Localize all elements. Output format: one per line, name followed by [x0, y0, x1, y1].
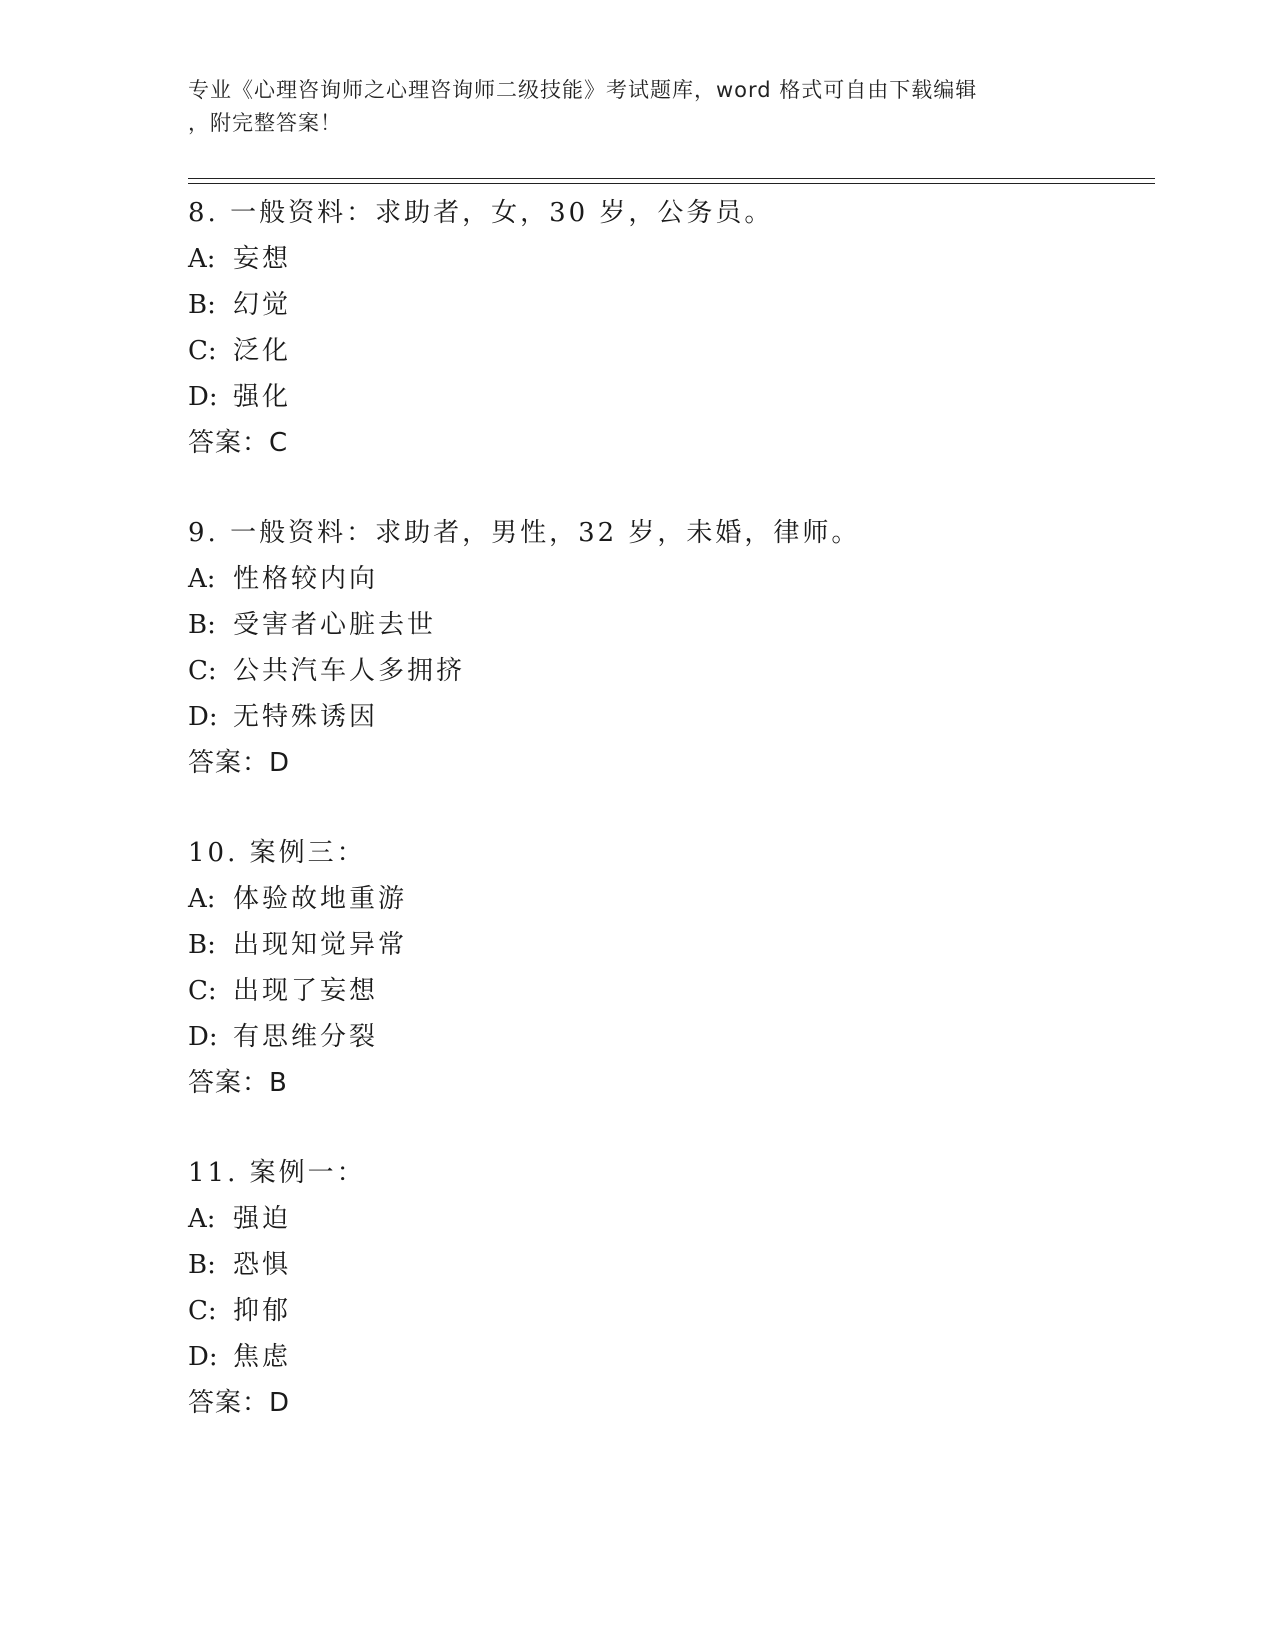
option-a [188, 1196, 1138, 1242]
option-text: 有思维分裂 [233, 1022, 379, 1052]
option-c [188, 968, 1138, 1014]
header-divider-top [188, 178, 1155, 179]
option-text: 焦虑 [233, 1342, 292, 1372]
option-d [188, 374, 1138, 420]
option-a [188, 556, 1138, 602]
option-label: A: [188, 564, 216, 594]
answer-line: 答案：D [188, 748, 291, 778]
option-label: D: [188, 1342, 218, 1372]
option-text: 泛化 [233, 336, 292, 366]
option-label: D: [188, 1022, 218, 1052]
option-b [188, 922, 1138, 968]
header-line-2: ，附完整答案！ [188, 111, 342, 135]
option-c [188, 648, 1138, 694]
option-a [188, 876, 1138, 922]
option-text: 受害者心脏去世 [233, 610, 437, 640]
question-stem: 9. 一般资料：求助者，男性，32 岁，未婚，律师。 [188, 518, 861, 548]
option-label: A: [188, 244, 216, 274]
option-label: A: [188, 1204, 216, 1234]
answer-line: 答案：B [188, 1068, 288, 1098]
option-text: 出现知觉异常 [233, 930, 408, 960]
option-d [188, 694, 1138, 740]
option-label: C: [188, 336, 217, 366]
option-text: 强迫 [233, 1204, 292, 1234]
option-d [188, 1014, 1138, 1060]
option-a [188, 236, 1138, 282]
option-label: B: [188, 290, 216, 320]
header-divider-bottom [188, 183, 1155, 184]
option-text: 体验故地重游 [233, 884, 408, 914]
answer-line: 答案：D [188, 1388, 291, 1418]
option-b [188, 282, 1138, 328]
option-text: 妄想 [233, 244, 292, 274]
option-text: 恐惧 [233, 1250, 292, 1280]
question-stem: 11. 案例一： [188, 1158, 366, 1188]
question-11 [188, 1150, 1138, 1426]
question-stem: 10. 案例三： [188, 838, 366, 868]
option-text: 幻觉 [233, 290, 292, 320]
option-b [188, 602, 1138, 648]
header-line-1: 专业《心理咨询师之心理咨询师二级技能》考试题库，word 格式可自由下载编辑 [188, 78, 978, 102]
option-text: 强化 [233, 382, 292, 412]
option-label: D: [188, 382, 218, 412]
option-label: C: [188, 976, 217, 1006]
question-10 [188, 830, 1138, 1106]
document-header [188, 74, 1088, 140]
option-c [188, 328, 1138, 374]
option-label: D: [188, 702, 218, 732]
option-c [188, 1288, 1138, 1334]
option-d [188, 1334, 1138, 1380]
option-label: B: [188, 610, 216, 640]
question-stem: 8. 一般资料：求助者，女，30 岁，公务员。 [188, 198, 774, 228]
option-label: B: [188, 930, 216, 960]
question-9 [188, 510, 1138, 786]
question-8 [188, 190, 1138, 466]
option-text: 公共汽车人多拥挤 [233, 656, 466, 686]
option-text: 抑郁 [233, 1296, 292, 1326]
option-b [188, 1242, 1138, 1288]
option-text: 无特殊诱因 [233, 702, 379, 732]
option-label: B: [188, 1250, 216, 1280]
option-label: A: [188, 884, 216, 914]
answer-line: 答案：C [188, 428, 289, 458]
option-label: C: [188, 656, 217, 686]
option-text: 出现了妄想 [233, 976, 379, 1006]
option-text: 性格较内向 [233, 564, 379, 594]
option-label: C: [188, 1296, 217, 1326]
